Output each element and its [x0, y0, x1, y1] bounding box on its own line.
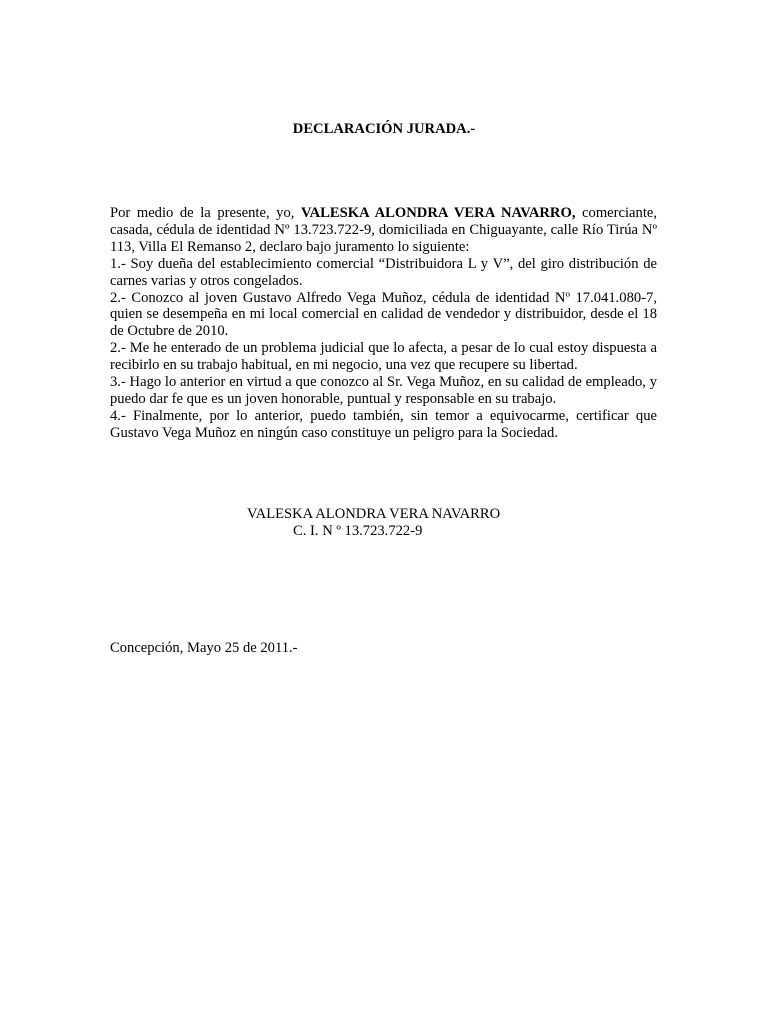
declaration-item: 1.- Soy dueña del establecimiento comercial “Distribuidora L y V”, del giro distribución de carnes varias y otros congelados.: [110, 255, 657, 289]
declaration-item: 2.- Me he enterado de un problema judicial que lo afecta, a pesar de lo cual estoy dispuesta a recibirlo en su trabajo habitual, en mi negocio, una vez que recupere su libertad.: [110, 340, 657, 374]
intro-paragraph: [110, 205, 657, 256]
declaration-item: 2.- Conozco al joven Gustavo Alfredo Vega Muñoz, cédula de identidad Nº 17.041.080-7, quien se desempeña en mi local comercial en calidad de vendedor y distribuidor, desde el 18 de Octubre de 2010.: [110, 289, 657, 340]
intro-rest: comerciante, casada, cédula de identidad Nº 13.723.722-9, domiciliada en Chiguayante, calle Río Tirúa Nº 113, Villa El Remanso 2, declaro bajo juramento lo siguiente:: [110, 205, 658, 255]
declaration-body: [110, 205, 657, 442]
signature-name: VALESKA ALONDRA VERA NAVARRO: [247, 506, 501, 522]
declaration-item: 4.- Finalmente, por lo anterior, puedo también, sin temor a equivocarme, certificar que Gustavo Vega Muñoz en ningún caso constituye un peligro para la Sociedad.: [110, 407, 657, 441]
declarant-name: VALESKA ALONDRA VERA NAVARRO,: [300, 205, 576, 221]
document-title: DECLARACIÓN JURADA.-: [292, 121, 476, 137]
place-date: Concepción, Mayo 25 de 2011.-: [110, 640, 298, 656]
intro-lead: Por medio de la presente, yo,: [110, 205, 301, 221]
signature-id: C. I. N º 13.723.722-9: [293, 523, 423, 539]
declaration-item: 3.- Hago lo anterior en virtud a que conozco al Sr. Vega Muñoz, en su calidad de empleado, y puedo dar fe que es un joven honorable, puntual y responsable en su trabajo.: [110, 374, 657, 407]
